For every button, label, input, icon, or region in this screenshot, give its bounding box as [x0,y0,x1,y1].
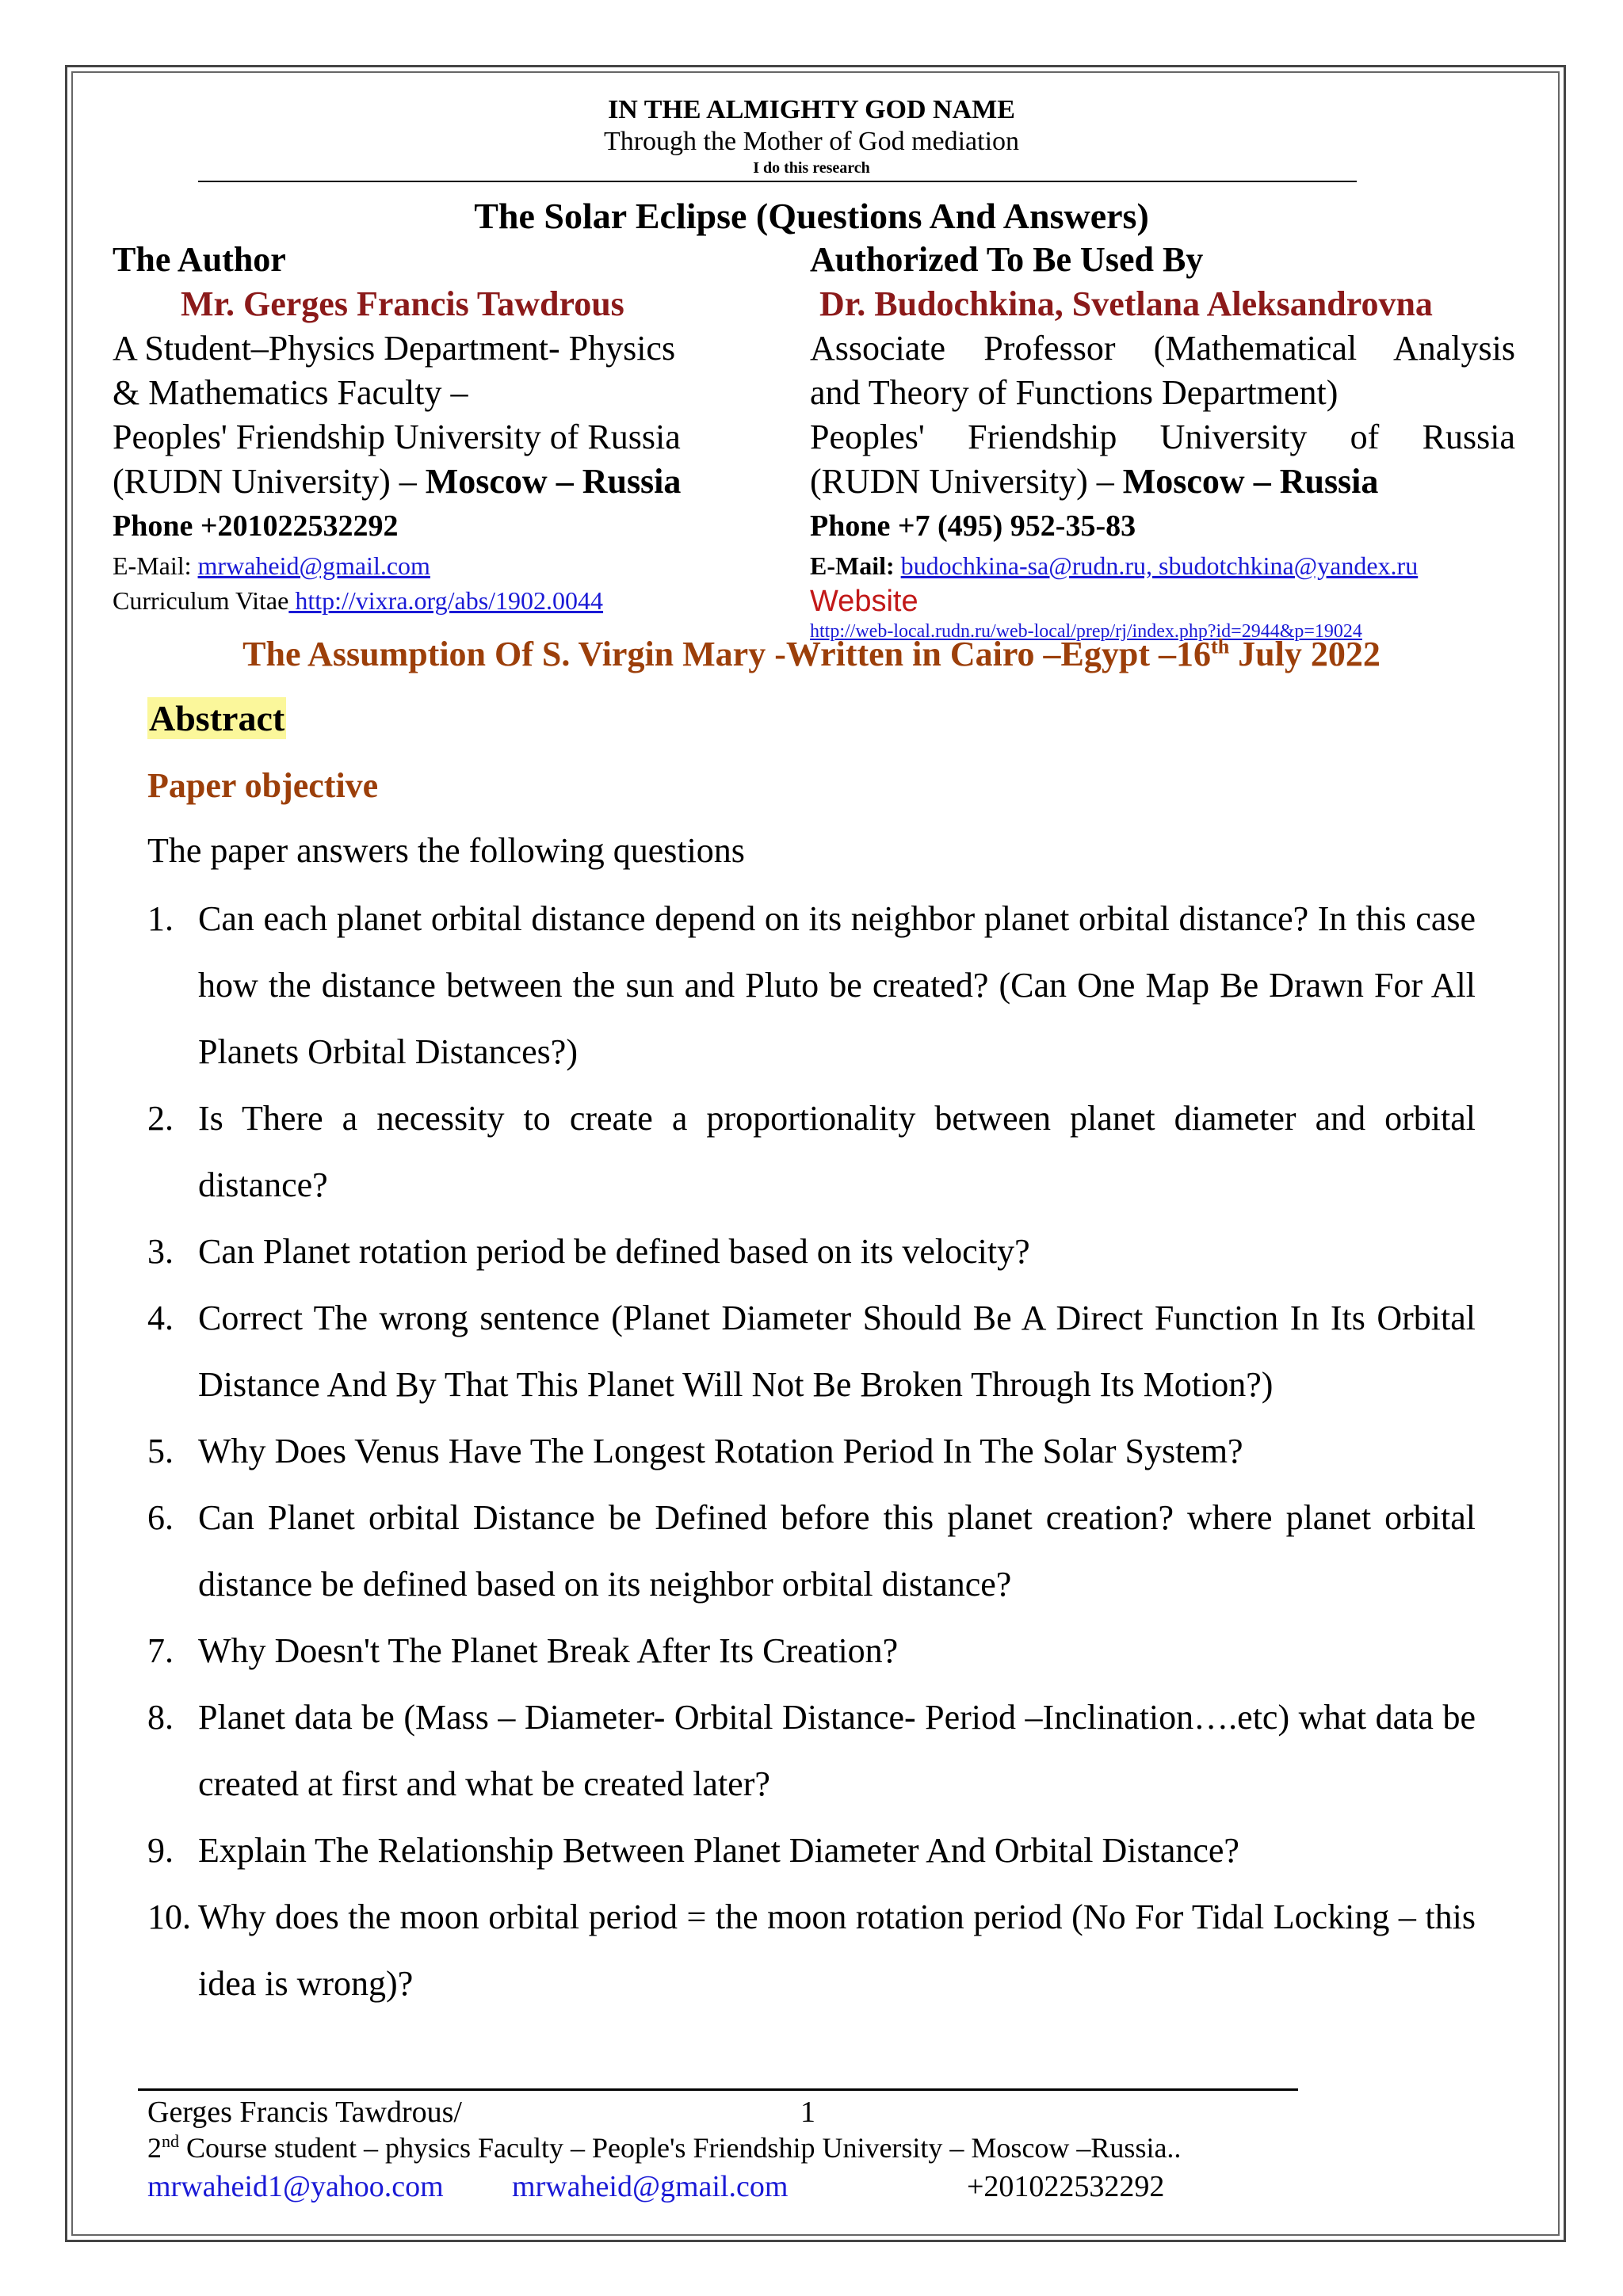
question-number: 5. [147,1432,174,1470]
list-item [147,1418,1476,1485]
question-text: Can Planet orbital Distance be Defined before this planet creation? where planet orbital distance be defined based on its neighbor orbital distance? [198,1498,1476,1604]
authorizer-block [810,238,1515,643]
question-number: 10. [147,1897,191,1936]
authorizer-affiliation-2: and Theory of Functions Department) [810,373,1338,412]
author-phone: Phone +201022532292 [113,509,399,543]
footer-course-ordinal: nd [162,2131,179,2151]
authorizer-affiliation-3: Peoples' Friendship University of Russia [810,418,1515,456]
written-date-line [0,634,1623,674]
question-number: 4. [147,1299,174,1337]
author-email-link[interactable]: mrwaheid@gmail.com [197,551,430,580]
list-item [147,1618,1476,1684]
question-text: Correct The wrong sentence (Planet Diameter Should Be A Direct Function In Its Orbital Distance And By That This Planet Will Not Be Broken Through Its Motion?) [198,1299,1476,1404]
dedication-note: I do this research [753,159,870,177]
page-number: 1 [800,2096,815,2129]
footer-course-number: 2 [147,2132,162,2164]
authorizer-email-link[interactable]: budochkina-sa@rudn.ru, sbudotchkina@yandex.ru [900,551,1419,580]
header-rule [198,181,1357,182]
footer-rule [138,2088,1298,2091]
footer-email-1[interactable]: mrwaheid1@yahoo.com [147,2170,444,2203]
list-item [147,1085,1476,1219]
list-item [147,1219,1476,1285]
author-cv-label: Curriculum Vitae [113,586,289,615]
footer-phone: +201022532292 [967,2170,1165,2203]
list-item [147,1684,1476,1817]
authorizer-website-link[interactable]: http://web-local.rudn.ru/web-local/prep/rj/index.php?id=2944&p=19024 [810,621,1362,642]
authorizer-affiliation-city: Moscow – Russia [1122,462,1379,501]
author-affiliation-4 [113,460,754,504]
author-affiliation-3: Peoples' Friendship University of Russia [113,418,681,456]
footer-course-text: Course student – physics Faculty – People's Friendship University – Moscow –Russia.. [179,2132,1182,2164]
abstract-heading: Abstract [149,698,285,738]
author-affiliation-university: (RUDN University) – [113,462,426,501]
question-number: 6. [147,1498,174,1537]
question-text: Can each planet orbital distance depend on its neighbor planet orbital distance? In this case how the distance between the sun and Pluto be created? (Can One Map Be Drawn For All Planets Orbital Distances?) [198,899,1476,1071]
dedication-subheading: Through the Mother of God mediation [603,127,1020,156]
question-text: Planet data be (Mass – Diameter- Orbital Distance- Period –Inclination….etc) what data be created at first and what be created later? [198,1698,1476,1803]
objective-heading: Paper objective [147,766,379,805]
footer-email-2[interactable]: mrwaheid@gmail.com [512,2170,789,2203]
list-item [147,1285,1476,1418]
authorizer-affiliation-university: (RUDN University) – [810,462,1123,501]
author-block [113,238,754,618]
list-item [147,1485,1476,1618]
list-item [147,1884,1476,2017]
author-affiliation-2: & Mathematics Faculty – [113,373,468,412]
footer-affiliation [147,2131,1181,2164]
question-text: Can Planet rotation period be defined based on its velocity? [198,1232,1030,1271]
authorizer-website-label: Website [810,585,918,618]
question-text: Explain The Relationship Between Planet Diameter And Orbital Distance? [198,1831,1239,1870]
author-name: Mr. Gerges Francis Tawdrous [181,284,624,323]
authorizer-heading: Authorized To Be Used By [810,240,1204,279]
author-affiliation-city: Moscow – Russia [425,462,682,501]
authorizer-email-label: E-Mail: [810,551,901,580]
footer-author: Gerges Francis Tawdrous/ [147,2096,462,2129]
intro-text: The paper answers the following questions [147,831,745,870]
author-affiliation-1: A Student–Physics Department- Physics [113,329,676,368]
authorizer-phone: Phone +7 (495) 952-35-83 [810,509,1136,543]
author-heading: The Author [113,240,286,279]
authorizer-affiliation-4 [810,460,1515,504]
paper-title: The Solar Eclipse (Questions And Answers) [474,196,1149,236]
dedication-heading: IN THE ALMIGHTY GOD NAME [608,95,1015,124]
question-number: 7. [147,1631,174,1670]
question-text: Is There a necessity to create a proportionality between planet diameter and orbital distance? [198,1099,1476,1204]
authorizer-name: Dr. Budochkina, Svetlana Aleksandrovna [819,284,1433,323]
question-text: Why Does Venus Have The Longest Rotation Period In The Solar System? [198,1432,1243,1470]
question-number: 2. [147,1099,174,1138]
question-text: Why does the moon orbital period = the moon rotation period (No For Tidal Locking – this idea is wrong)? [198,1897,1476,2003]
written-text: The Assumption Of S. Virgin Mary -Written in Cairo –Egypt –16 [242,635,1212,673]
authorizer-affiliation-1: Associate Professor (Mathematical Analysis [810,329,1515,368]
written-ordinal: th [1211,635,1230,658]
question-text: Why Doesn't The Planet Break After Its Creation? [198,1631,899,1670]
author-email-label: E-Mail: [113,551,198,580]
list-item [147,1817,1476,1884]
list-item [147,886,1476,1085]
question-list [147,886,1476,2017]
question-number: 1. [147,899,174,938]
author-cv-link[interactable]: http://vixra.org/abs/1902.0044 [288,586,604,615]
question-number: 8. [147,1698,174,1737]
question-number: 3. [147,1232,174,1271]
question-number: 9. [147,1831,174,1870]
written-month-year: July 2022 [1229,635,1381,673]
